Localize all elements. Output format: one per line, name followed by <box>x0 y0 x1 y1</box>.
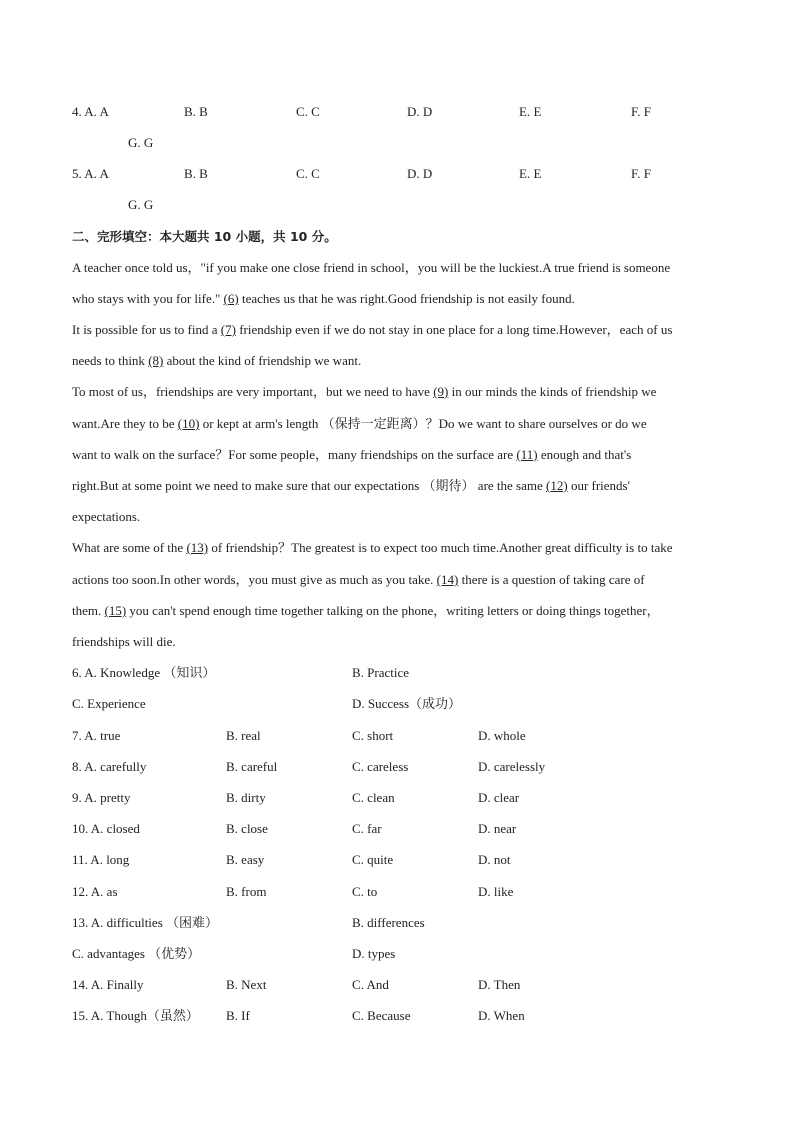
blank-15: (15) <box>104 603 127 618</box>
section-title: 二、完形填空：本大题共 10 小题，共 10 分。 <box>72 229 337 244</box>
q8-option-b: B. careful <box>226 759 278 774</box>
passage-line: expectations. <box>72 509 141 524</box>
q7-option-b: B. real <box>226 728 261 743</box>
q13-option-d: D. types <box>352 946 396 961</box>
q5-option-a: 5. A. A <box>72 166 109 181</box>
q4-option-e: E. E <box>519 104 542 119</box>
q13-option-a: 13. A. difficulties （困难） <box>72 915 219 930</box>
q4-option-d: D. D <box>407 104 433 119</box>
q8-option-d: D. carelessly <box>478 759 546 774</box>
q7-option-d: D. whole <box>478 728 526 743</box>
passage-line: It is possible for us to find a (7) friendship even if we do not stay in one place for a long time.However，each of us <box>72 322 673 337</box>
q12-option-d: D. like <box>478 884 514 899</box>
q13-option-b: B. differences <box>352 915 425 930</box>
q14-option-d: D. Then <box>478 977 521 992</box>
q4-option-c: C. C <box>296 104 320 119</box>
q8-option-c: C. careless <box>352 759 409 774</box>
blank-14: (14) <box>436 572 459 587</box>
q15-option-c: C. Because <box>352 1008 411 1023</box>
q11-option-c: C. quite <box>352 852 394 867</box>
q10-option-c: C. far <box>352 821 382 836</box>
q6-option-b: B. Practice <box>352 665 410 680</box>
passage-line: want to walk on the surface？For some people，many friendships on the surface are (11) enough and that's <box>72 447 632 462</box>
blank-11: (11) <box>516 447 538 462</box>
q7-option-a: 7. A. true <box>72 728 121 743</box>
q9-option-b: B. dirty <box>226 790 266 805</box>
q5-option-e: E. E <box>519 166 542 181</box>
q5-option-f: F. F <box>631 166 651 181</box>
q11-option-a: 11. A. long <box>72 852 130 867</box>
q6-option-a: 6. A. Knowledge （知识） <box>72 665 216 680</box>
q7-option-c: C. short <box>352 728 394 743</box>
q13-option-c: C. advantages （优势） <box>72 946 201 961</box>
passage-line: them. (15) you can't spend enough time together talking on the phone，writing letters or doing things together， <box>72 603 660 618</box>
passage-line: who stays with you for life." (6) teaches us that he was right.Good friendship is not easily found. <box>72 291 575 306</box>
q6-option-c: C. Experience <box>72 696 146 711</box>
passage-line: actions too soon.In other words，you must give as much as you take. (14) there is a question of taking care of <box>72 572 645 587</box>
q9-option-a: 9. A. pretty <box>72 790 131 805</box>
passage-line: right.But at some point we need to make sure that our expectations （期待） are the same (12) our friends' <box>72 478 630 493</box>
q9-option-d: D. clear <box>478 790 520 805</box>
q8-option-a: 8. A. carefully <box>72 759 147 774</box>
blank-8: (8) <box>148 353 164 368</box>
q12-option-a: 12. A. as <box>72 884 118 899</box>
blank-6: (6) <box>223 291 239 306</box>
q4-option-a: 4. A. A <box>72 104 109 119</box>
passage-line: To most of us，friendships are very important，but we need to have (9) in our minds the kinds of friendship we <box>72 384 657 399</box>
blank-9: (9) <box>433 384 449 399</box>
passage-line: A teacher once told us，"if you make one close friend in school，you will be the luckiest.A true friend is someone <box>72 260 671 275</box>
q15-option-d: D. When <box>478 1008 525 1023</box>
q15-option-b: B. If <box>226 1008 250 1023</box>
passage-line: want.Are they to be (10) or kept at arm's length （保持一定距离）？Do we want to share ourselves or do we <box>72 416 647 431</box>
q10-option-a: 10. A. closed <box>72 821 140 836</box>
q4-option-g: G. G <box>128 135 154 150</box>
q9-option-c: C. clean <box>352 790 395 805</box>
passage-line: friendships will die. <box>72 634 176 649</box>
passage-line: What are some of the (13) of friendship？The greatest is to expect too much time.Another great difficulty is to take <box>72 540 673 555</box>
q14-option-c: C. And <box>352 977 389 992</box>
blank-10: (10) <box>177 416 200 431</box>
q14-option-a: 14. A. Finally <box>72 977 144 992</box>
passage-line: needs to think (8) about the kind of friendship we want. <box>72 353 362 368</box>
q11-option-b: B. easy <box>226 852 265 867</box>
q10-option-b: B. close <box>226 821 268 836</box>
q12-option-b: B. from <box>226 884 267 899</box>
q11-option-d: D. not <box>478 852 511 867</box>
q5-option-g: G. G <box>128 197 154 212</box>
q6-option-d: D. Success（成功） <box>352 696 462 711</box>
q5-option-c: C. C <box>296 166 320 181</box>
blank-12: (12) <box>546 478 568 493</box>
q14-option-b: B. Next <box>226 977 267 992</box>
q4-option-b: B. B <box>184 104 208 119</box>
q15-option-a: 15. A. Though（虽然） <box>72 1008 199 1023</box>
blank-7: (7) <box>220 322 236 337</box>
q10-option-d: D. near <box>478 821 517 836</box>
blank-13: (13) <box>186 540 209 555</box>
q4-option-f: F. F <box>631 104 651 119</box>
q5-option-b: B. B <box>184 166 208 181</box>
q12-option-c: C. to <box>352 884 378 899</box>
q5-option-d: D. D <box>407 166 433 181</box>
